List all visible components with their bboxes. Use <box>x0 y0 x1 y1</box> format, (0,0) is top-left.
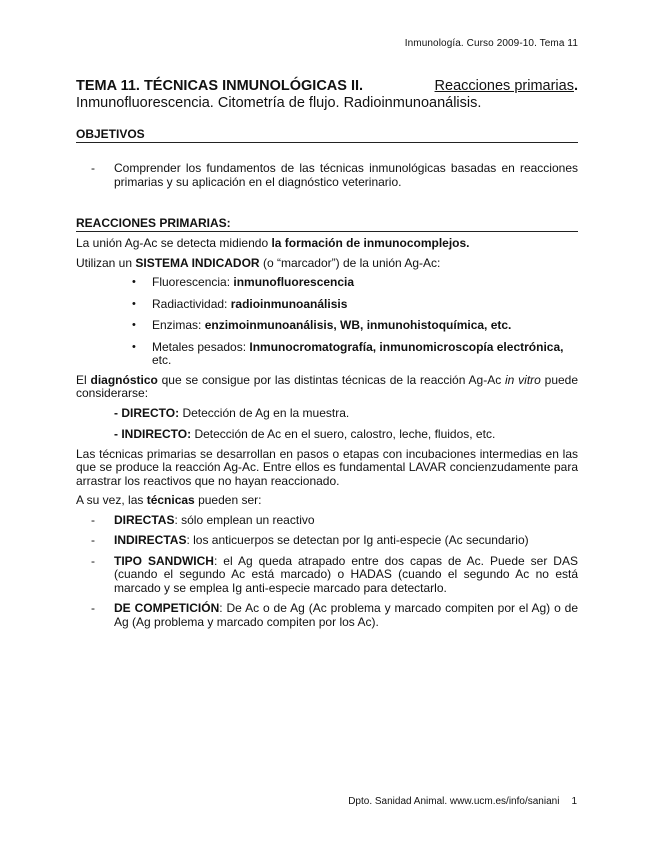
bullet-text: Enzimas: <box>152 318 205 332</box>
running-header: Inmunología. Curso 2009-10. Tema 11 <box>404 38 578 49</box>
p1-text: La unión Ag-Ac se detecta midiendo <box>76 236 272 250</box>
bullet-bold: Inmunocromatografía, inmunomicroscopía electrónica, <box>249 339 564 354</box>
bullet-tail: etc. <box>152 353 172 367</box>
p3-bold: diagnóstico <box>90 372 158 387</box>
footer-text: Dpto. Sanidad Animal. www.ucm.es/info/saniani <box>348 796 560 807</box>
p5-tail: pueden ser: <box>194 493 262 507</box>
tech-text: : sólo emplean un reactivo <box>174 512 315 527</box>
p3-text-c: puede considerarse: <box>76 372 579 400</box>
diag-bold: - DIRECTO: <box>114 405 180 420</box>
title-underlined: Reacciones primarias <box>434 78 574 94</box>
objetivos-list <box>76 162 578 189</box>
p3-text-b: que se consigue por las distintas técnicas de la reacción Ag-Ac <box>157 372 506 387</box>
bullet-text: Radiactividad: <box>152 296 231 311</box>
bullet-text: Metales pesados: <box>152 339 250 354</box>
title-bold: TEMA 11. TÉCNICAS INMUNOLÓGICAS II. <box>76 78 364 94</box>
list-item <box>76 602 578 629</box>
list-item <box>76 555 578 596</box>
tech-bold: INDIRECTAS <box>114 533 187 547</box>
dash-marker: - <box>91 553 95 568</box>
bullet-marker: • <box>132 276 136 288</box>
list-item <box>76 428 578 442</box>
p3-italic: in vitro <box>505 372 541 387</box>
p2-text-b: (o “marcador”) de la unión Ag-Ac: <box>259 255 441 270</box>
p1-bold: la formación de inmunocomplejos. <box>271 236 470 250</box>
p2-bold: SISTEMA INDICADOR <box>135 255 260 270</box>
list-item <box>76 514 578 528</box>
bullet-marker: • <box>132 340 136 353</box>
list-item <box>76 162 578 189</box>
diag-text: Detección de Ag en la muestra. <box>179 405 350 420</box>
tech-bold: DIRECTAS <box>114 512 175 527</box>
page-number: 1 <box>571 796 577 807</box>
diag-bold: - INDIRECTO: <box>114 427 192 441</box>
title-period: . <box>573 78 578 94</box>
p2-text-a: Utilizan un <box>76 255 136 270</box>
list-item <box>76 407 578 421</box>
objetivos-heading: OBJETIVOS <box>76 127 578 143</box>
tech-text: : De Ac o de Ag (Ac problema y marcado compiten por el Ag) o de Ag (Ag problema y marcado compiten por los Ac). <box>114 601 579 629</box>
dash-marker: - <box>91 512 95 527</box>
diag-text: Detección de Ac en el suero, calostro, leche, fluidos, etc. <box>191 427 496 441</box>
tech-text: : el Ag queda atrapado entre dos capas de Ac. Puede ser DAS (cuando el segundo Ac está marcado) o HADAS (cuando el segundo Ac no está marcado y se emplea Ig anti-especie marcado para detectarlo. <box>114 553 578 595</box>
paragraph-union <box>76 237 578 251</box>
dash-marker: - <box>91 533 95 547</box>
p5-text: A su vez, las <box>76 493 147 507</box>
bullet-marker: • <box>132 319 136 331</box>
tech-bold: DE COMPETICIÓN <box>114 601 220 615</box>
p3-text-a: El <box>76 372 91 387</box>
list-item <box>76 341 578 368</box>
diagnostico-list <box>76 407 578 442</box>
bullet-bold: radioinmunoanálisis <box>230 296 348 311</box>
page-title <box>76 78 578 112</box>
bullet-text: Fluorescencia: <box>152 275 234 289</box>
list-item <box>76 276 578 290</box>
paragraph-tecnicas <box>76 494 578 508</box>
indicador-list <box>76 276 578 368</box>
paragraph-lavar: Las técnicas primarias se desarrollan en pasos o etapas con incubaciones intermedias en las que se produce la reacción Ag-Ac. Entre ellos es fundamental LAVAR concienzudamente para arrastrar los reactivos que no hayan reaccionado. <box>76 446 578 488</box>
bullet-marker: • <box>132 297 136 310</box>
list-item <box>76 534 578 548</box>
bullet-bold: enzimoinmunoanálisis, WB, inmunohistoquímica, etc. <box>204 318 512 332</box>
reacciones-heading: REACCIONES PRIMARIAS: <box>76 216 578 232</box>
list-item <box>76 298 578 312</box>
bullet-bold: inmunofluorescencia <box>233 275 355 289</box>
tecnicas-list <box>76 514 578 630</box>
tech-bold: TIPO SANDWICH <box>114 553 214 568</box>
objetivo-text: Comprender los fundamentos de las técnicas inmunológicas basadas en reacciones primarias y su aplicación en el diagnóstico veterinario. <box>114 161 578 189</box>
list-item <box>76 319 578 333</box>
dash-marker: - <box>91 601 95 615</box>
paragraph-indicador <box>76 257 578 271</box>
p5-bold: técnicas <box>146 493 195 507</box>
running-footer <box>348 796 577 807</box>
document-body <box>76 78 578 629</box>
dash-marker: - <box>91 161 95 175</box>
title-line2: Inmunofluorescencia. Citometría de flujo. Radioinmunoanálisis. <box>76 95 482 111</box>
tech-text: : los anticuerpos se detectan por Ig anti-especie (Ac secundario) <box>186 533 529 547</box>
paragraph-diagnostico <box>76 374 578 401</box>
